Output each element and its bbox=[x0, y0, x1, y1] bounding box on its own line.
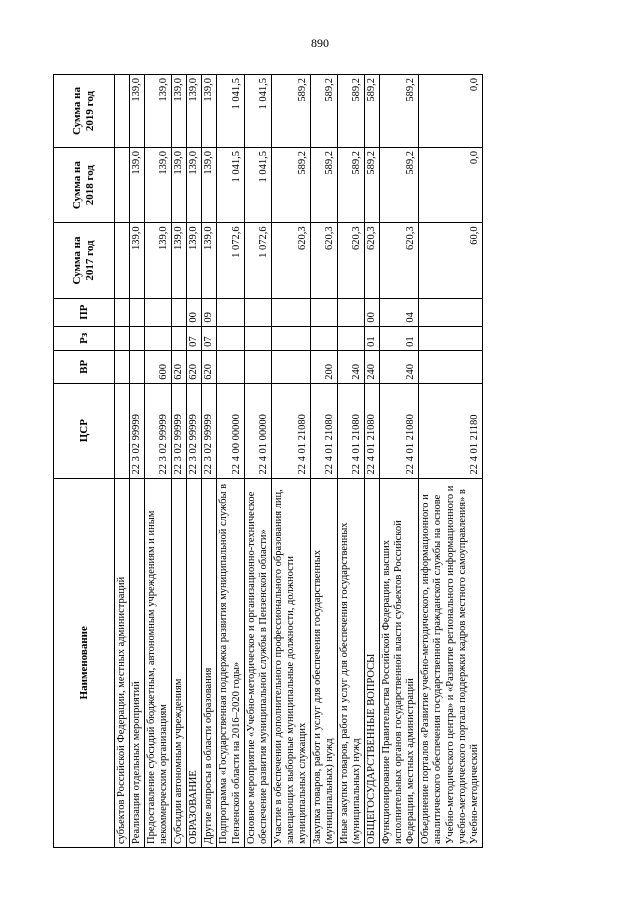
cell-sum-2017: 620,3 bbox=[310, 223, 337, 298]
cell-vr bbox=[419, 350, 482, 383]
cell-name: Основное мероприятие «Учебно-методическое и организационно-техническое обеспечение развития муниципальной службы в Пензенской области» bbox=[244, 478, 271, 847]
cell-sum-2019: 589,2 bbox=[365, 75, 380, 148]
cell-sum-2017: 139,0 bbox=[187, 223, 202, 298]
cell-csr: 22 3 02 99999 bbox=[187, 383, 202, 478]
cell-pr bbox=[172, 298, 187, 326]
table-body bbox=[115, 75, 483, 848]
cell-pr: 00 bbox=[187, 298, 202, 326]
cell-sum-2019: 1 041,5 bbox=[217, 75, 244, 148]
budget-table bbox=[53, 74, 483, 848]
cell-rz bbox=[172, 326, 187, 350]
cell-sum-2017: 139,0 bbox=[145, 223, 172, 298]
table-row bbox=[187, 75, 202, 848]
cell-name: Объединение порталов «Развитие учебно-методического, информационного и аналитического обеспечения государственной гражданской службы на основе Учебно-методического центра» и «Развитие регионального информационного и учебно-методического портала поддержки кадров местного самоуправления» в Учебно-методический bbox=[419, 478, 482, 847]
cell-csr: 22 4 01 21180 bbox=[419, 383, 482, 478]
cell-sum-2019: 139,0 bbox=[187, 75, 202, 148]
header-rz: Рз bbox=[54, 326, 115, 350]
cell-vr: 620 bbox=[202, 350, 217, 383]
table-row bbox=[115, 75, 130, 848]
cell-name: Реализация отдельных мероприятий bbox=[130, 478, 145, 847]
cell-sum-2017: 620,3 bbox=[271, 223, 310, 298]
cell-rz bbox=[310, 326, 337, 350]
cell-sum-2019: 589,2 bbox=[380, 75, 419, 148]
table-row bbox=[271, 75, 310, 848]
cell-vr: 600 bbox=[145, 350, 172, 383]
cell-rz: 01 bbox=[380, 326, 419, 350]
cell-name: ОБЩЕГОСУДАРСТВЕННЫЕ ВОПРОСЫ bbox=[365, 478, 380, 847]
cell-rz bbox=[217, 326, 244, 350]
cell-pr: 09 bbox=[202, 298, 217, 326]
table-row bbox=[145, 75, 172, 848]
cell-csr: 22 4 01 00000 bbox=[244, 383, 271, 478]
cell-rz bbox=[130, 326, 145, 350]
cell-vr bbox=[244, 350, 271, 383]
cell-name: Участие в обеспечении дополнительного профессионального образования лиц, замещающих выборные муниципальные должности, должности муниципальных служащих bbox=[271, 478, 310, 847]
cell-sum-2019: 589,2 bbox=[271, 75, 310, 148]
header-sum-2019: Сумма на 2019 год bbox=[54, 75, 115, 148]
cell-sum-2017: 139,0 bbox=[202, 223, 217, 298]
table-row bbox=[217, 75, 244, 848]
cell-pr: 00 bbox=[365, 298, 380, 326]
table-row bbox=[365, 75, 380, 848]
cell-vr: 240 bbox=[380, 350, 419, 383]
cell-csr: 22 3 02 99999 bbox=[202, 383, 217, 478]
cell-csr: 22 4 00 00000 bbox=[217, 383, 244, 478]
cell-sum-2019: 589,2 bbox=[310, 75, 337, 148]
cell-name: Субсидии автономным учреждениям bbox=[172, 478, 187, 847]
cell-csr bbox=[115, 383, 130, 478]
page-number: 890 bbox=[311, 36, 329, 50]
cell-csr: 22 4 01 21080 bbox=[380, 383, 419, 478]
header-pr: ПР bbox=[54, 298, 115, 326]
cell-pr bbox=[130, 298, 145, 326]
table-row bbox=[244, 75, 271, 848]
cell-sum-2018: 139,0 bbox=[145, 147, 172, 222]
cell-csr: 22 4 01 21080 bbox=[271, 383, 310, 478]
cell-vr: 240 bbox=[365, 350, 380, 383]
cell-pr bbox=[338, 298, 365, 326]
cell-sum-2017: 620,3 bbox=[338, 223, 365, 298]
cell-csr: 22 4 01 21080 bbox=[365, 383, 380, 478]
cell-pr bbox=[244, 298, 271, 326]
cell-sum-2019: 0,0 bbox=[419, 75, 482, 148]
cell-rz: 07 bbox=[187, 326, 202, 350]
cell-vr: 200 bbox=[310, 350, 337, 383]
cell-name: Закупка товаров, работ и услуг для обеспечения государственных (муниципальных) нужд bbox=[310, 478, 337, 847]
cell-sum-2018: 589,2 bbox=[365, 147, 380, 222]
header-sum-2017: Сумма на 2017 год bbox=[54, 223, 115, 298]
table-row bbox=[310, 75, 337, 848]
cell-pr bbox=[310, 298, 337, 326]
cell-sum-2019 bbox=[115, 75, 130, 148]
table-row bbox=[419, 75, 482, 848]
table-row bbox=[202, 75, 217, 848]
cell-name: субъектов Российской Федерации, местных администраций bbox=[115, 478, 130, 847]
table-row bbox=[338, 75, 365, 848]
cell-vr bbox=[115, 350, 130, 383]
cell-sum-2019: 589,2 bbox=[338, 75, 365, 148]
cell-sum-2017: 620,3 bbox=[380, 223, 419, 298]
cell-pr bbox=[145, 298, 172, 326]
cell-sum-2018: 139,0 bbox=[202, 147, 217, 222]
table-row bbox=[172, 75, 187, 848]
cell-pr bbox=[419, 298, 482, 326]
cell-rz: 07 bbox=[202, 326, 217, 350]
cell-csr: 22 4 01 21080 bbox=[310, 383, 337, 478]
cell-sum-2019: 139,0 bbox=[202, 75, 217, 148]
cell-pr: 04 bbox=[380, 298, 419, 326]
cell-sum-2018: 139,0 bbox=[187, 147, 202, 222]
cell-sum-2019: 139,0 bbox=[145, 75, 172, 148]
cell-name: Иные закупки товаров, работ и услуг для обеспечения государственных (муниципальных) нужд bbox=[338, 478, 365, 847]
cell-sum-2018: 1 041,5 bbox=[244, 147, 271, 222]
cell-sum-2017: 1 072,6 bbox=[244, 223, 271, 298]
cell-sum-2017 bbox=[115, 223, 130, 298]
cell-sum-2018: 589,2 bbox=[271, 147, 310, 222]
cell-vr: 620 bbox=[172, 350, 187, 383]
table-row bbox=[380, 75, 419, 848]
cell-pr bbox=[271, 298, 310, 326]
cell-csr: 22 4 01 21080 bbox=[338, 383, 365, 478]
cell-sum-2017: 139,0 bbox=[172, 223, 187, 298]
cell-rz bbox=[244, 326, 271, 350]
header-csr: ЦСР bbox=[54, 383, 115, 478]
cell-sum-2018: 1 041,5 bbox=[217, 147, 244, 222]
cell-csr: 22 3 02 99999 bbox=[130, 383, 145, 478]
cell-rz: 01 bbox=[365, 326, 380, 350]
cell-sum-2019: 1 041,5 bbox=[244, 75, 271, 148]
cell-rz bbox=[271, 326, 310, 350]
cell-sum-2017: 139,0 bbox=[130, 223, 145, 298]
cell-csr: 22 3 02 99999 bbox=[145, 383, 172, 478]
table-header bbox=[54, 75, 115, 848]
header-sum-2018: Сумма на 2018 год bbox=[54, 147, 115, 222]
cell-name: ОБРАЗОВАНИЕ bbox=[187, 478, 202, 847]
budget-table-rotated bbox=[53, 74, 608, 848]
cell-sum-2019: 139,0 bbox=[172, 75, 187, 148]
cell-rz bbox=[419, 326, 482, 350]
cell-pr bbox=[217, 298, 244, 326]
cell-sum-2018: 589,2 bbox=[338, 147, 365, 222]
cell-sum-2019: 139,0 bbox=[130, 75, 145, 148]
cell-rz bbox=[338, 326, 365, 350]
header-vr: ВР bbox=[54, 350, 115, 383]
cell-sum-2018: 589,2 bbox=[380, 147, 419, 222]
cell-csr: 22 3 02 99999 bbox=[172, 383, 187, 478]
cell-vr: 620 bbox=[187, 350, 202, 383]
cell-vr bbox=[130, 350, 145, 383]
cell-rz bbox=[115, 326, 130, 350]
cell-name: Функционирование Правительства Российской Федерации, высших исполнительных органов государственной власти субъектов Российской Федерации, местных администраций bbox=[380, 478, 419, 847]
cell-sum-2018: 0,0 bbox=[419, 147, 482, 222]
cell-sum-2018: 589,2 bbox=[310, 147, 337, 222]
cell-name: Предоставление субсидий бюджетным, автономным учреждениям и иным некоммерческим организациям bbox=[145, 478, 172, 847]
cell-name: Другие вопросы в области образования bbox=[202, 478, 217, 847]
table-row bbox=[130, 75, 145, 848]
header-name: Наименование bbox=[54, 478, 115, 847]
cell-vr: 240 bbox=[338, 350, 365, 383]
cell-sum-2018 bbox=[115, 147, 130, 222]
cell-sum-2018: 139,0 bbox=[130, 147, 145, 222]
cell-sum-2018: 139,0 bbox=[172, 147, 187, 222]
cell-sum-2017: 1 072,6 bbox=[217, 223, 244, 298]
cell-vr bbox=[271, 350, 310, 383]
cell-rz bbox=[145, 326, 172, 350]
cell-name: Подпрограмма «Государственная поддержка развития муниципальной службы в Пензенской области на 2016–2020 годы» bbox=[217, 478, 244, 847]
cell-pr bbox=[115, 298, 130, 326]
cell-sum-2017: 620,3 bbox=[365, 223, 380, 298]
cell-sum-2017: 60,0 bbox=[419, 223, 482, 298]
cell-vr bbox=[217, 350, 244, 383]
